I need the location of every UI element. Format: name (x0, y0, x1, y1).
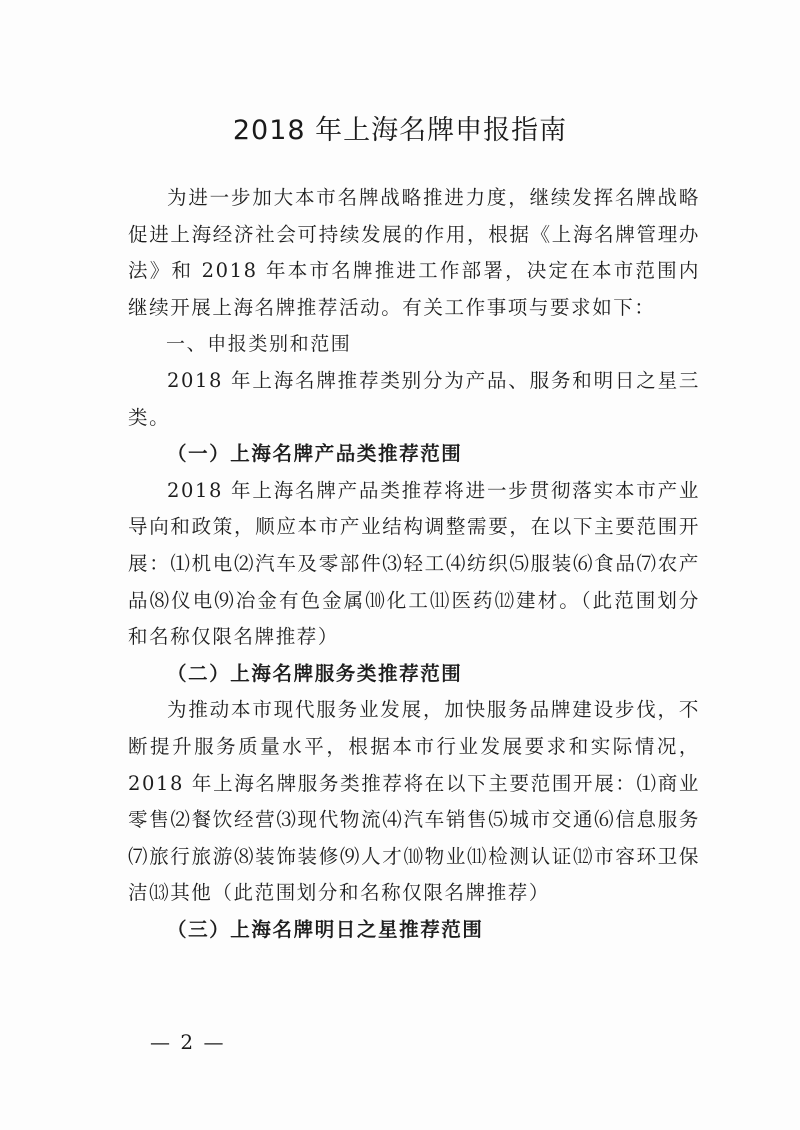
subheading-star: （三）上海名牌明日之星推荐范围 (167, 917, 484, 941)
document-body (128, 180, 700, 948)
intro-paragraph: 为进一步加大本市名牌战略推进力度，继续发挥名牌战略促进上海经济社会可持续发展的作用，根据《上海名牌管理办法》和 2018 年本市名牌推进工作部署，决定在本市范围内继续开展上海名牌推荐活动。有关工作事项与要求如下： (128, 186, 700, 319)
section-heading-1: 一、申报类别和范围 (166, 333, 352, 356)
service-scope-paragraph: 为推动本市现代服务业发展，加快服务品牌建设步伐，不断提升服务质量水平，根据本市行业发展要求和实际情况，2018 年上海名牌服务类推荐将在以下主要范围开展：⑴商业零售⑵餐饮经营⑶现代物流⑷汽车销售⑸城市交通⑹信息服务⑺旅行旅游⑻装饰装修⑼人才⑽物业⑾检测认证⑿市容环卫保洁⒀其他（此范围划分和名称仅限名牌推荐） (128, 698, 700, 905)
subheading-service: （二）上海名牌服务类推荐范围 (167, 661, 463, 685)
category-paragraph: 2018 年上海名牌推荐类别分为产品、服务和明日之星三类。 (128, 368, 700, 429)
document-title: 2018 年上海名牌申报指南 (232, 115, 568, 146)
page-number: — 2 — (150, 1030, 226, 1054)
product-scope-paragraph: 2018 年上海名牌产品类推荐将进一步贯彻落实本市产业导向和政策，顺应本市产业结构调整需要，在以下主要范围开展：⑴机电⑵汽车及零部件⑶轻工⑷纺织⑸服装⑹食品⑺农产品⑻仪电⑼冶金有色金属⑽化工⑾医药⑿建材。（此范围划分和名称仅限名牌推荐） (128, 478, 700, 649)
subheading-product: （一）上海名牌产品类推荐范围 (167, 442, 463, 466)
